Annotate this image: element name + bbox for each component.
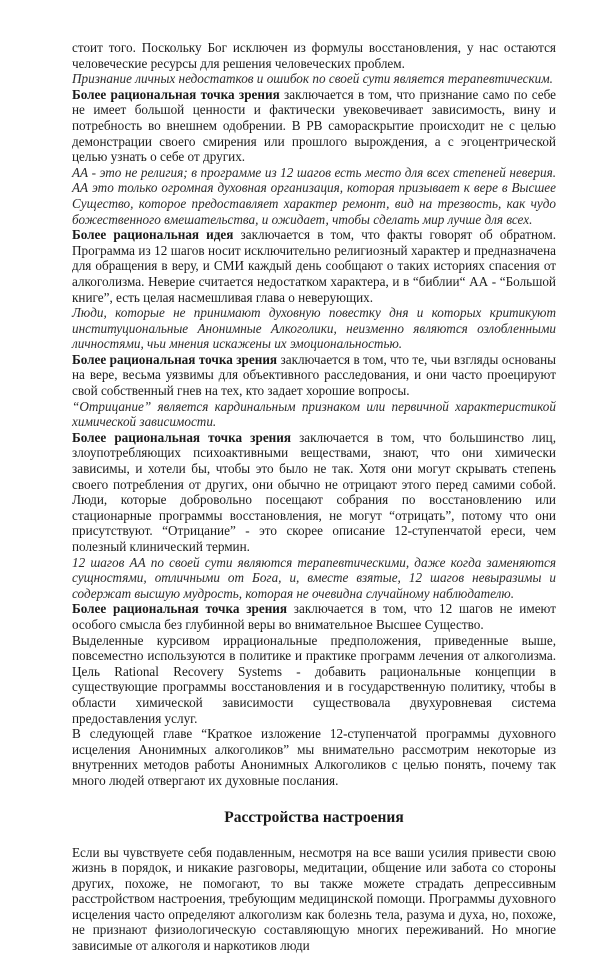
section-paragraph: Если вы чувствуете себя подавленным, несмотря на все ваши усилия привести свою жизнь в порядок, и никакие разговоры, медитации, общение или забота со стороны других, похоже, не помогают, то вы также можете страдать депрессивным расстройством настроения, требующим медицинской помощи. Программы духовного исцеления часто определяют алкоголизм как болезнь тела, разума и духа, но, похоже, не признают физиологическую составляющую многих переживаний. Но многие зависимые от алкоголя и наркотиков люди <box>72 844 556 954</box>
section-heading: Расстройства настроения <box>224 808 404 826</box>
rational-paragraph <box>72 352 556 399</box>
rational-paragraph <box>72 601 556 632</box>
irrational-assumption: “Отрицание” является кардинальным признаком или первичной характеристикой химической зависимости. <box>72 398 556 430</box>
rational-paragraph <box>72 227 556 305</box>
rational-text: заключается в том, что большинство лиц, злоупотребляющих психоактивными веществами, знают, что они химически зависимы, и хотели бы, чтобы это было не так. Хотя они могут скрывать степень своего потребления от других, они обычно не отрицают этого перед самими собой. Люди, которые добровольно посещают собрания по восстановлению или стационарные программы восстановления, не могут “отрицать”, потому что они присутствуют. “Отрицание” - это скорее описание 12-ступенчатой ереси, чем полезный клинический термин. <box>72 429 557 554</box>
paragraph: Выделенные курсивом иррациональные предположения, приведенные выше, повсеместно используются в политике и практике программ лечения от алкоголизма. Цель Rational Recovery Systems - добавить рациональные концепции в существующие программы восстановления и в государственную политику, чтобы в области химической зависимости существовала двухуровневая система предоставления услуг. <box>72 632 556 726</box>
irrational-assumption: АА - это не религия; в программе из 12 шагов есть место для всех степеней неверия. АА это только огромная духовная организация, которая призывает к вере в Высшее Существо, которое предоставляет характер ремонт, вид на трезвость, как чудо божественного вмешательства, и ожидает, чтобы сделать мир лучше для всех. <box>72 164 556 227</box>
rational-text: заключается в том, что признание само по себе не имеет большой ценности и фактически увековечивает зависимость, вину и потребность во внешнем одобрении. В РВ самораскрытие происходит не с целью демонстрации своего смирения или прошлого вырождения, а с эгоцентрической целью узнать о себе от других. <box>72 86 556 165</box>
paragraph: В следующей главе “Краткое изложение 12-ступенчатой программы духовного исцеления Анонимных алкоголиков” мы внимательно рассмотрим некоторые из внутренних методов работы Анонимных Алкоголиков с целью понять, почему так много людей отвергают их духовные послания. <box>72 726 556 788</box>
paragraph: стоит того. Поскольку Бог исключен из формулы восстановления, у нас остаются человеческие ресурсы для решения человеческих проблем. <box>72 40 556 71</box>
rational-lead: Более рациональная точка зрения <box>72 351 278 367</box>
rational-text: заключается в том, что 12 шагов не имеют особого смысла без глубинной веры во внимательное Высшее Существо. <box>72 601 556 632</box>
irrational-assumption: 12 шагов АА по своей сути являются терапевтическими, даже когда заменяются сущностями, отличными от Бога, и, вместе взятые, 12 шагов невыразимы и содержат высшую мудрость, которая не очевидна случайному наблюдателю. <box>72 554 556 601</box>
rational-text: заключается в том, что те, чьи взгляды основаны на вере, весьма уязвимы для объективного расследования, и они часто проецируют свой собственный гнев на тех, кто задает хорошие вопросы. <box>72 351 556 399</box>
rational-lead: Более рациональная точка зрения <box>72 601 288 617</box>
rational-paragraph <box>72 430 556 555</box>
rational-lead: Более рациональная идея <box>72 227 234 243</box>
rational-paragraph <box>72 87 556 165</box>
irrational-assumption: Признание личных недостатков и ошибок по своей сути является терапевтическим. <box>72 71 553 87</box>
rational-lead: Более рациональная точка зрения <box>72 429 292 445</box>
rational-lead: Более рациональная точка зрения <box>72 86 280 102</box>
document-page <box>72 40 556 954</box>
irrational-assumption: Люди, которые не принимают духовную повестку дня и которых критикуют институциональные Анонимные Алкоголики, неизменно являются озлобленными личностями, чьи мнения искажены их эмоциональностью. <box>72 305 556 352</box>
rational-text: заключается в том, что факты говорят об обратном. Программа из 12 шагов носит исключительно религиозный характер и предназначена для обращения в веру, и СМИ каждый день сообщают о таких историях спасения от алкоголизма. Неверие считается недостатком характера, и в “библии“ АА - “Большой книге”, есть целая насмешливая глава о неверующих. <box>72 227 556 305</box>
